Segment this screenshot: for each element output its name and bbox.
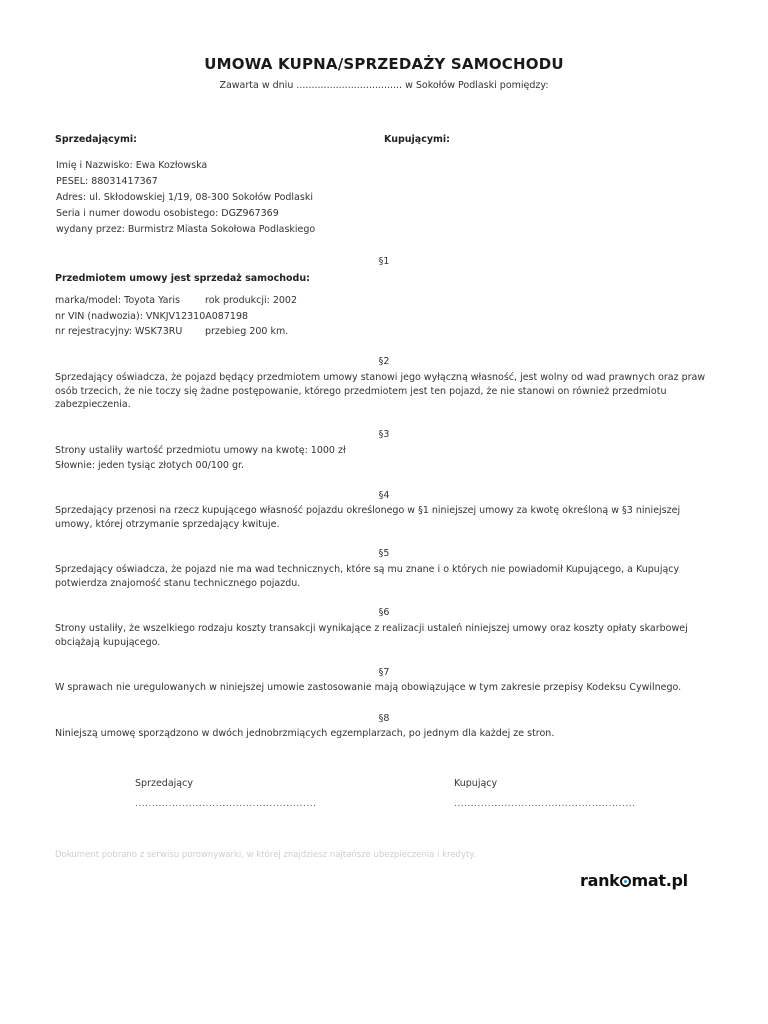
buyer-signature-label: Kupujący xyxy=(454,778,498,789)
section-8-text: Niniejszą umowę sporządzono w dwóch jednobrzmiących egzemplarzach, po jednym dla każdej ze stron. xyxy=(55,728,555,739)
document-subtitle: Zawarta w dniu ................................... w Sokołów Podlaski pomiędzy: xyxy=(219,80,549,91)
section-5-number: §5 xyxy=(378,548,390,559)
document-title: UMOWA KUPNA/SPRZEDAŻY SAMOCHODU xyxy=(204,55,564,73)
car-model: marka/model: Toyota Yaris xyxy=(55,295,180,306)
section-3-number: §3 xyxy=(378,429,390,440)
section-6-number: §6 xyxy=(378,607,390,618)
section-7-text: W sprawach nie uregulowanych w niniejszej umowie zastosowanie mają obowiązujące w tym zakresie przepisy Kodeksu Cywilnego. xyxy=(55,682,682,693)
footer-note: Dokument pobrano z serwisu porownywarki, w której znajdziesz najtańsze ubezpieczenia i kredyty. xyxy=(55,850,476,860)
logo-o-icon xyxy=(620,876,631,887)
seller-address: Adres: ul. Skłodowskiej 1/19, 08-300 Sokołów Podlaski xyxy=(56,192,313,203)
section-2-number: §2 xyxy=(378,356,390,367)
section-6-text: Strony ustaliły, że wszelkiego rodzaju koszty transakcji wynikające z realizacji ustaleń niniejszej umowy oraz koszty opłaty skarbowej obciążają kupującego. xyxy=(55,623,688,648)
section-1-number: §1 xyxy=(378,256,390,267)
car-year: rok produkcji: 2002 xyxy=(205,295,298,306)
car-vin: nr VIN (nadwozia): VNKJV12310A087198 xyxy=(55,311,249,322)
car-mileage: przebieg 200 km. xyxy=(205,326,289,337)
seller-pesel: PESEL: 88031417367 xyxy=(56,176,158,187)
section-4-text: Sprzedający przenosi na rzecz kupującego własność pojazdu określonego w §1 niniejszej umowy za kwotę określoną w §3 niniejszej umowy, której otrzymanie sprzedający kwituje. xyxy=(55,505,681,530)
buyer-signature-line: ...................................................... xyxy=(454,799,636,809)
section-1-heading: Przedmiotem umowy jest sprzedaż samochodu: xyxy=(55,273,310,284)
rankomat-logo[interactable] xyxy=(580,871,688,890)
seller-signature-line: ...................................................... xyxy=(135,799,317,809)
logo-text-start: rank xyxy=(580,871,620,890)
section-4-number: §4 xyxy=(378,490,390,501)
seller-id-number: Seria i numer dowodu osobistego: DGZ967369 xyxy=(56,208,279,219)
seller-issued-by: wydany przez: Burmistrz Miasta Sokołowa Podlaskiego xyxy=(56,224,316,235)
section-8-number: §8 xyxy=(378,713,390,724)
logo-text-end: mat.pl xyxy=(631,871,688,890)
section-5-text: Sprzedający oświadcza, że pojazd nie ma wad technicznych, które są mu znane i o których nie powiadomił Kupującego, a Kupujący potwierdza znajomość stanu technicznego pojazdu. xyxy=(55,564,680,589)
seller-details xyxy=(56,158,315,238)
section-7-number: §7 xyxy=(378,667,390,678)
seller-signature-label: Sprzedający xyxy=(135,778,193,789)
section-2-text: Sprzedający oświadcza, że pojazd będący przedmiotem umowy stanowi jego wyłączną własność, jest wolny od wad prawnych oraz praw osób trzecich, że nie toczy się żadne postępowanie, którego przedmiotem jest ten pojazd, że nie stanowi on również przedmiotu zabezpieczenia. xyxy=(55,372,706,410)
seller-name: Imię i Nazwisko: Ewa Kozłowska xyxy=(56,160,208,171)
buyer-heading: Kupującymi: xyxy=(384,134,450,145)
section-3-value: Strony ustaliły wartość przedmiotu umowy na kwotę: 1000 zł xyxy=(55,445,346,456)
seller-heading: Sprzedającymi: xyxy=(55,134,137,145)
section-3-words: Słownie: jeden tysiąc złotych 00/100 gr. xyxy=(55,460,245,471)
car-registration: nr rejestracyjny: WSK73RU xyxy=(55,326,183,337)
